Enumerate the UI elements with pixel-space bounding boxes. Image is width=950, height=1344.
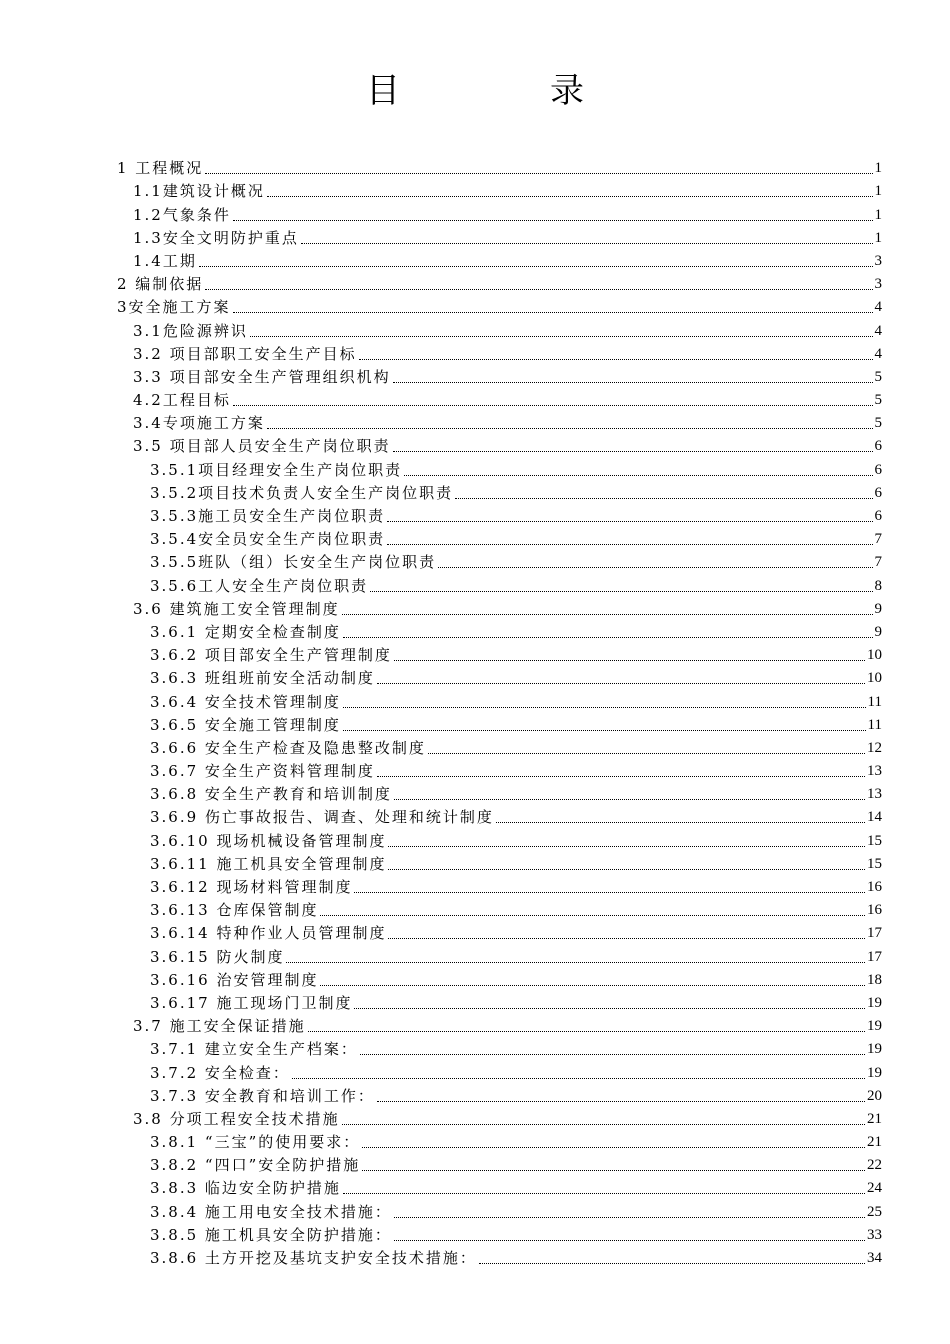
toc-entry[interactable]	[0, 201, 950, 224]
toc-entry-page-number: 21	[867, 1134, 882, 1151]
toc-entry-page-number: 3	[874, 252, 882, 269]
toc-entry-label: 3.5.5班队（组）长安全生产岗位职责	[150, 553, 437, 572]
toc-leader-dots	[292, 1078, 865, 1079]
toc-entry-label: 3.6 建筑施工安全管理制度	[133, 599, 340, 618]
toc-entry-page-number: 14	[867, 809, 882, 826]
toc-entry-label: 3.7.2 安全检查：	[150, 1063, 290, 1082]
toc-entry-page-number: 10	[867, 670, 882, 687]
toc-entry-label: 3.8 分项工程安全技术措施	[133, 1109, 340, 1128]
toc-leader-dots	[370, 591, 872, 592]
toc-leader-dots	[354, 892, 865, 893]
toc-entry-label: 3.6.1 定期安全检查制度	[150, 622, 341, 641]
toc-entry[interactable]	[0, 619, 950, 642]
toc-entry-page-number: 15	[867, 855, 882, 872]
toc-entry-label: 3.8.4 施工用电安全技术措施：	[150, 1202, 392, 1221]
toc-entry[interactable]	[0, 1152, 950, 1175]
toc-leader-dots	[233, 405, 873, 406]
toc-entry[interactable]	[0, 178, 950, 201]
toc-entry-label: 3.8.2 “四口”安全防护措施	[150, 1156, 361, 1175]
toc-entry-label: 3.7 施工安全保证措施	[133, 1017, 306, 1036]
toc-entry-label: 3.6.4 安全技术管理制度	[150, 692, 341, 711]
toc-entry-page-number: 6	[874, 461, 882, 478]
toc-entry[interactable]	[0, 480, 950, 503]
toc-entry-label: 3.6.9 伤亡事故报告、调查、处理和统计制度	[150, 808, 494, 827]
toc-entry-page-number: 33	[867, 1226, 882, 1243]
toc-entry-label: 1.3安全文明防护重点	[133, 228, 299, 247]
toc-entry-label: 3.6.5 安全施工管理制度	[150, 715, 341, 734]
toc-entry[interactable]	[0, 804, 950, 827]
toc-entry-label: 3.8.3 临边安全防护措施	[150, 1179, 341, 1198]
toc-entry[interactable]	[0, 897, 950, 920]
toc-entry-page-number: 16	[867, 902, 882, 919]
toc-entry-page-number: 18	[867, 971, 882, 988]
toc-leader-dots	[377, 683, 865, 684]
toc-entry[interactable]	[0, 526, 950, 549]
toc-entry[interactable]	[0, 503, 950, 526]
toc-leader-dots	[455, 498, 872, 499]
toc-entry-page-number: 11	[867, 716, 882, 733]
toc-leader-dots	[205, 289, 872, 290]
toc-entry[interactable]	[0, 1059, 950, 1082]
toc-entry-label: 3.8.5 施工机具安全防护措施：	[150, 1225, 392, 1244]
toc-entry-label: 1.1建筑设计概况	[133, 182, 265, 201]
toc-entry-label: 3.6.2 项目部安全生产管理制度	[150, 646, 392, 665]
toc-entry-page-number: 1	[874, 229, 882, 246]
toc-entry[interactable]	[0, 1198, 950, 1221]
toc-leader-dots	[428, 753, 865, 754]
toc-entry[interactable]	[0, 364, 950, 387]
toc-leader-dots	[343, 707, 866, 708]
toc-entry-page-number: 17	[867, 948, 882, 965]
toc-entry-page-number: 13	[867, 786, 882, 803]
toc-entry-page-number: 9	[874, 600, 882, 617]
toc-entry[interactable]	[0, 433, 950, 456]
toc-entry-page-number: 1	[874, 183, 882, 200]
toc-entry[interactable]	[0, 1129, 950, 1152]
toc-entry-label: 3.8.6 土方开挖及基坑支护安全技术措施：	[150, 1249, 477, 1267]
toc-entry[interactable]	[0, 1013, 950, 1036]
toc-entry[interactable]	[0, 758, 950, 781]
toc-entry-page-number: 25	[867, 1203, 882, 1220]
toc-leader-dots	[387, 544, 872, 545]
toc-leader-dots	[377, 1101, 865, 1102]
toc-leader-dots	[343, 730, 866, 731]
toc-leader-dots	[343, 637, 873, 638]
toc-entry[interactable]	[0, 549, 950, 572]
toc-entry-page-number: 19	[867, 994, 882, 1011]
toc-entry-page-number: 8	[874, 577, 882, 594]
toc-entry-page-number: 10	[867, 647, 882, 664]
toc-entry[interactable]	[0, 317, 950, 340]
toc-leader-dots	[354, 1008, 865, 1009]
toc-entry[interactable]	[0, 1175, 950, 1198]
toc-leader-dots	[388, 869, 865, 870]
toc-entry-page-number: 15	[867, 832, 882, 849]
toc-leader-dots	[308, 1031, 865, 1032]
toc-entry-label: 3.6.12 现场材料管理制度	[150, 878, 353, 896]
toc-entry[interactable]	[0, 967, 950, 990]
toc-entry-page-number: 6	[874, 484, 882, 501]
toc-leader-dots	[404, 475, 872, 476]
toc-entry[interactable]	[0, 410, 950, 433]
toc-leader-dots	[250, 336, 873, 337]
toc-entry-page-number: 5	[874, 392, 882, 409]
toc-entry[interactable]	[0, 456, 950, 479]
toc-entry[interactable]	[0, 874, 950, 897]
toc-entry-page-number: 6	[874, 508, 882, 524]
toc-entry-page-number: 19	[867, 1041, 882, 1058]
toc-entry-label: 3.8.1 “三宝”的使用要求：	[150, 1133, 361, 1152]
toc-leader-dots	[479, 1263, 865, 1264]
page-title: 目 录	[366, 71, 642, 111]
toc-entry[interactable]	[0, 271, 950, 294]
toc-entry-label: 3.5.4安全员安全生产岗位职责	[150, 530, 386, 549]
toc-leader-dots	[343, 1193, 865, 1194]
toc-entry[interactable]	[0, 1036, 950, 1059]
toc-entry-page-number: 4	[874, 299, 882, 316]
toc-leader-dots	[359, 359, 873, 360]
toc-entry-label: 3.2 项目部职工安全生产目标	[133, 344, 357, 363]
toc-entry[interactable]	[0, 294, 950, 317]
toc-entry-page-number: 3	[874, 276, 882, 293]
toc-entry-page-number: 7	[874, 554, 882, 571]
toc-entry-label: 3.6.3 班组班前安全活动制度	[150, 669, 375, 688]
toc-entry-page-number: 5	[874, 415, 882, 432]
toc-entry-page-number: 7	[874, 531, 882, 548]
toc-leader-dots	[362, 1147, 865, 1148]
toc-leader-dots	[388, 938, 865, 939]
toc-entry-page-number: 12	[867, 739, 882, 756]
toc-entry-label: 3.6.10 现场机械设备管理制度	[150, 831, 387, 850]
toc-entry[interactable]	[0, 712, 950, 735]
toc-entry[interactable]	[0, 851, 950, 874]
toc-entry-label: 1.4工期	[133, 251, 197, 270]
toc-entry[interactable]	[0, 1222, 950, 1245]
toc-entry-page-number: 5	[874, 368, 882, 385]
toc-entry-page-number: 19	[867, 1018, 882, 1035]
toc-leader-dots	[377, 776, 865, 777]
toc-entry[interactable]	[0, 155, 950, 178]
toc-entry-page-number: 20	[867, 1087, 882, 1104]
toc-entry-page-number: 21	[867, 1110, 882, 1127]
toc-entry-label: 3.3 项目部安全生产管理组织机构	[133, 367, 391, 386]
toc-leader-dots	[320, 985, 865, 986]
toc-leader-dots	[387, 521, 872, 522]
toc-leader-dots	[199, 266, 873, 267]
toc-leader-dots	[438, 567, 872, 568]
toc-entry[interactable]	[0, 665, 950, 688]
toc-entry-label: 3.6.8 安全生产教育和培训制度	[150, 785, 392, 804]
toc-leader-dots	[233, 312, 873, 313]
toc-entry-label: 3.6.6 安全生产检查及隐患整改制度	[150, 738, 426, 757]
toc-leader-dots	[233, 220, 873, 221]
toc-entry-page-number: 13	[867, 763, 882, 780]
toc-entry-label: 3.5.1项目经理安全生产岗位职责	[150, 460, 403, 479]
toc-entry-label: 3.6.14 特种作业人员管理制度	[150, 924, 387, 943]
toc-entry-page-number: 19	[867, 1064, 882, 1081]
toc-entry-page-number: 4	[874, 345, 882, 362]
toc-leader-dots	[360, 1054, 865, 1055]
toc-leader-dots	[393, 451, 873, 452]
toc-leader-dots	[342, 1124, 865, 1125]
toc-entry[interactable]	[0, 943, 950, 966]
toc-entry-label: 3.6.11 施工机具安全管理制度	[150, 854, 387, 873]
toc-entry-label: 3.5.6工人安全生产岗位职责	[150, 576, 369, 595]
toc-entry-page-number: 1	[874, 160, 882, 177]
toc-leader-dots	[267, 428, 873, 429]
toc-entry-label: 1 工程概况	[117, 159, 204, 178]
toc-entry-label: 3.7.3 安全教育和培训工作：	[150, 1086, 375, 1105]
toc-entry-label: 3.5 项目部人员安全生产岗位职责	[133, 437, 391, 456]
toc-entry[interactable]	[0, 225, 950, 248]
toc-entry-page-number: 9	[874, 623, 882, 640]
toc-entry[interactable]	[0, 1106, 950, 1129]
toc-entry[interactable]	[0, 781, 950, 804]
toc-entry[interactable]	[0, 642, 950, 665]
toc-entry-label: 3.5.3施工员安全生产岗位职责	[150, 507, 386, 525]
toc-entry-page-number: 11	[867, 693, 882, 710]
toc-entry[interactable]	[0, 1083, 950, 1106]
toc-entry[interactable]	[0, 688, 950, 711]
toc-leader-dots	[393, 382, 873, 383]
toc-leader-dots	[267, 196, 873, 197]
toc-entry[interactable]	[0, 990, 950, 1013]
toc-leader-dots	[205, 173, 872, 174]
toc-leader-dots	[394, 1217, 865, 1218]
toc-leader-dots	[394, 1240, 865, 1241]
toc-entry[interactable]	[0, 1245, 950, 1268]
toc-entry-page-number: 34	[867, 1250, 882, 1266]
toc-entry-label: 1.2气象条件	[133, 205, 231, 224]
toc-leader-dots	[394, 660, 865, 661]
toc-entry-page-number: 17	[867, 925, 882, 942]
toc-entry[interactable]	[0, 596, 950, 619]
toc-entry-page-number: 24	[867, 1180, 882, 1197]
toc-entry[interactable]	[0, 387, 950, 410]
toc-entry[interactable]	[0, 572, 950, 595]
toc-leader-dots	[320, 915, 865, 916]
toc-leader-dots	[286, 962, 865, 963]
toc-entry-page-number: 1	[874, 206, 882, 223]
toc-entry-label: 3安全施工方案	[117, 298, 231, 317]
toc-entry-label: 3.6.13 仓库保管制度	[150, 901, 319, 920]
toc-entry-page-number: 22	[867, 1157, 882, 1174]
toc-leader-dots	[362, 1170, 865, 1171]
toc-entry-label: 4.2工程目标	[133, 391, 231, 410]
toc-entry-label: 3.6.7 安全生产资料管理制度	[150, 762, 375, 781]
toc-leader-dots	[496, 822, 865, 823]
toc-entry[interactable]	[0, 341, 950, 364]
toc-entry-label: 2 编制依据	[117, 275, 204, 294]
toc-leader-dots	[342, 614, 873, 615]
toc-leader-dots	[388, 846, 865, 847]
toc-leader-dots	[301, 243, 873, 244]
toc-entry-page-number: 16	[867, 879, 882, 895]
table-of-contents	[0, 155, 950, 1268]
toc-entry-label: 3.5.2项目技术负责人安全生产岗位职责	[150, 483, 454, 502]
toc-entry-label: 3.1危险源辨识	[133, 321, 248, 340]
toc-entry[interactable]	[0, 920, 950, 943]
toc-entry-label: 3.7.1 建立安全生产档案：	[150, 1040, 358, 1059]
toc-entry[interactable]	[0, 827, 950, 850]
toc-entry-label: 3.6.16 治安管理制度	[150, 970, 319, 989]
toc-entry-page-number: 4	[874, 322, 882, 339]
toc-leader-dots	[394, 799, 865, 800]
toc-entry[interactable]	[0, 248, 950, 271]
toc-entry-label: 3.4专项施工方案	[133, 414, 265, 433]
toc-entry[interactable]	[0, 735, 950, 758]
toc-entry-page-number: 6	[874, 438, 882, 455]
toc-entry-label: 3.6.17 施工现场门卫制度	[150, 993, 353, 1012]
toc-entry-label: 3.6.15 防火制度	[150, 947, 285, 966]
